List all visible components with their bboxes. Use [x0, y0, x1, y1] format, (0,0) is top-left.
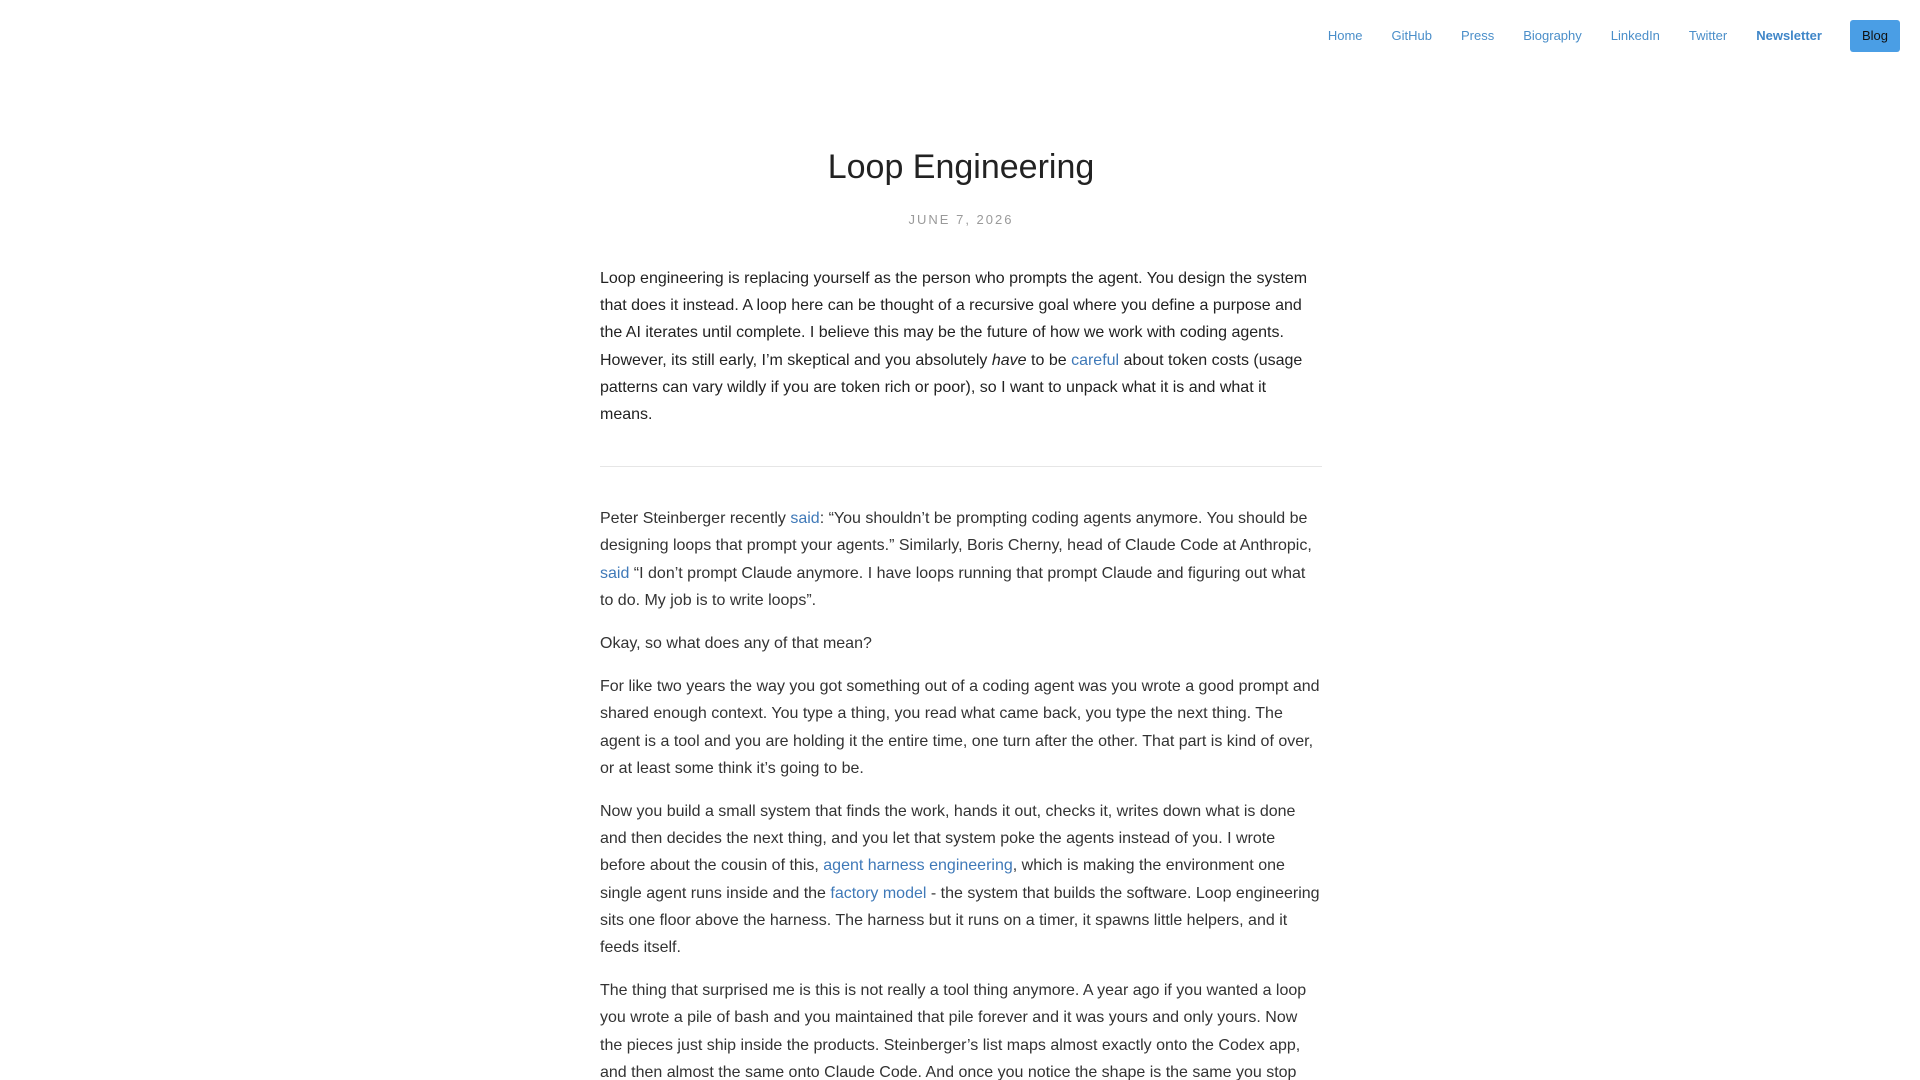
careful-link[interactable]: careful — [1071, 351, 1120, 369]
top-navigation — [1299, 20, 1900, 52]
p4-text-2: , which is making the environment one single agent runs inside and the — [600, 857, 1285, 902]
steinberger-said-link[interactable]: said — [790, 510, 820, 528]
nav-biography-link[interactable]: Biography — [1523, 28, 1582, 43]
nav-blog-button[interactable]: Blog — [1850, 20, 1900, 52]
intro-text-3: about token costs (usage patterns can vary wildly if you are token rich or poor), so I want to unpack what it is and what it means. — [600, 351, 1303, 424]
p1-text-3: “I don’t prompt Claude anymore. I have loops running that prompt Claude and figuring out what to do. My job is to write loops”. — [600, 564, 1306, 609]
nav-press-link[interactable]: Press — [1460, 28, 1495, 43]
nav-github-link[interactable]: GitHub — [1391, 28, 1432, 43]
nav-home-link[interactable]: Home — [1327, 28, 1363, 43]
article-body — [600, 265, 1322, 1080]
paragraph-products: The thing that surprised me is this is not really a tool thing anymore. A year ago if you wanted a loop you wrote a pile of bash and you maintained that pile forever and it was yours and only yours. Now the pieces just ship inside the products. Steinberger’s list maps almost exactly onto the Codex app, and then almost the same onto Claude Code. And once you notice the shape is the same you stop — [600, 982, 1307, 1080]
agent-harness-engineering-link[interactable]: agent harness engineering — [823, 857, 1013, 875]
article-title: Loop Engineering — [827, 148, 1095, 186]
intro-text-2: to be — [1026, 351, 1072, 369]
nav-twitter-link[interactable]: Twitter — [1688, 28, 1728, 43]
article-date: JUNE 7, 2026 — [908, 212, 1014, 227]
nav-newsletter-link[interactable]: Newsletter — [1756, 28, 1822, 43]
p4-text-3: - the system that builds the software. Loop engineering sits one floor above the harness. The harness but it runs on a timer, it spawns little helpers, and it feeds itself. — [600, 884, 1320, 957]
nav-linkedin-link[interactable]: LinkedIn — [1610, 28, 1660, 43]
paragraph-system — [600, 798, 1322, 961]
p4-text-1: Now you build a small system that finds the work, hands it out, checks it, writes down what is done and then decides the next thing, and you let that system poke the agents instead of you. I wrote before about the cousin of this, — [600, 803, 1296, 875]
article-intro — [600, 265, 1322, 428]
intro-emphasis: have — [991, 351, 1027, 369]
paragraph-quotes — [600, 505, 1322, 614]
factory-model-link[interactable]: factory model — [830, 884, 927, 902]
paragraph-question: Okay, so what does any of that mean? — [600, 635, 872, 653]
section-divider — [600, 466, 1322, 467]
p1-text-1: Peter Steinberger recently — [600, 510, 791, 528]
intro-text-1: Loop engineering is replacing yourself as the person who prompts the agent. You design the system that does it instead. A loop here can be thought of a recursive goal where you define a purpose and the AI iterates until complete. I believe this may be the future of how we work with coding agents. However, its still early, I’m skeptical and you absolutely — [600, 270, 1308, 369]
cherny-said-link[interactable]: said — [600, 564, 630, 582]
paragraph-history: For like two years the way you got something out of a coding agent was you wrote a good prompt and shared enough context. You type a thing, you read what came back, you type the next thing. The agent is a tool and you are holding it the entire time, one turn after the other. That part is kind of over, or at least some think it’s going to be. — [600, 678, 1320, 777]
p1-text-2: : “You shouldn’t be prompting coding agents anymore. You should be designing loops that prompt your agents.” Similarly, Boris Cherny, head of Claude Code at Anthropic, — [600, 510, 1312, 555]
